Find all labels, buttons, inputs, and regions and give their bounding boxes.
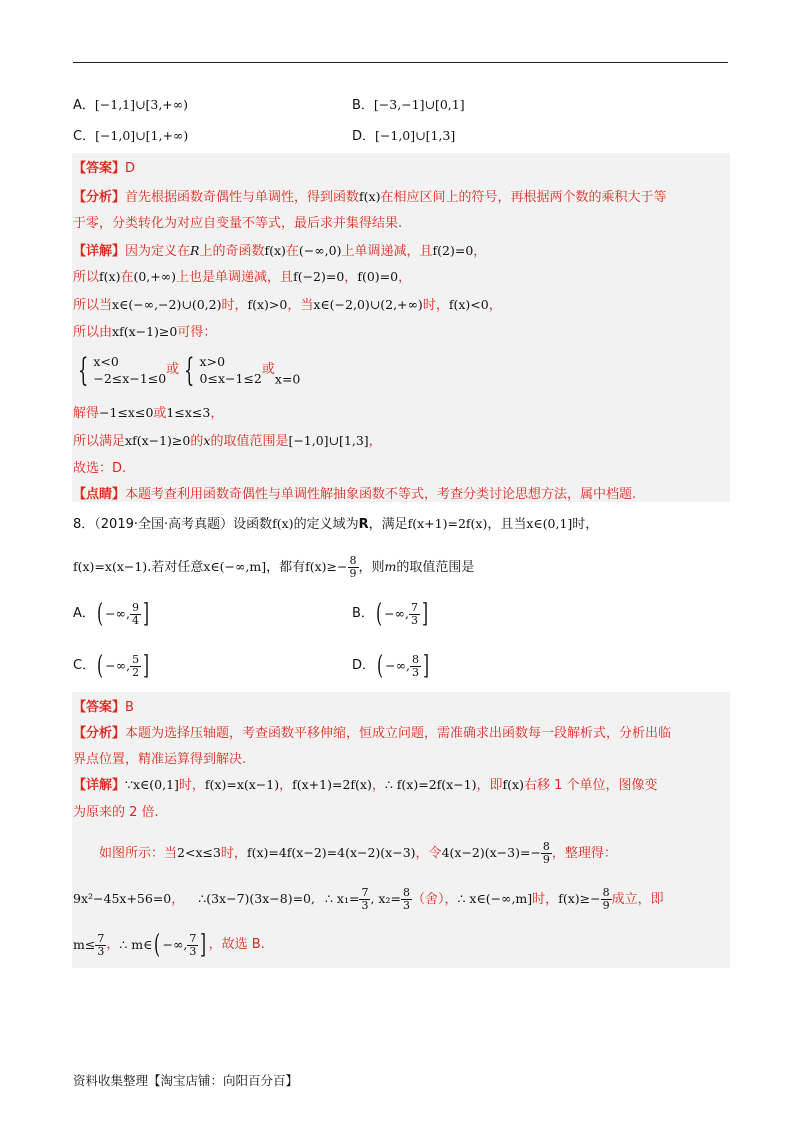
q8-stem-line2: f(x)=x(x−1).若对任意x∈(−∞,m]，都有f(x)≥− $\frac{8}{9}$ ，则m的取值范围是 [73,554,475,580]
q8-option-b: B．( −∞, $\frac{7}{3}$ ] [352,599,429,629]
q7-detail-line2: 所以f(x)在(0,+∞)上也是单调递减，且f(−2)=0，f(0)=0， [73,269,412,285]
fraction: $\frac{8}{3}$ [412,652,420,679]
q7-system-inequalities: { x<0 −2≤x−1≤0 或 { x>0 0≤x−1≤2 或x=0 [78,351,301,389]
page-footer: 资料收集整理【淘宝店铺：向阳百分百】 [73,1073,299,1088]
left-brace-icon: { [184,351,195,389]
q8-detail-line1: 【详解】∵x∈(0,1]时，f(x)=x(x−1)，f(x+1)=2f(x)，∴ f(x)=2f(x−1)，即f(x)右移 1 个单位，图像变 [73,777,658,793]
left-brace-icon: { [78,351,89,389]
q7-detail-line8: 故选：D. [73,461,127,476]
q7-detail-line4: 所以由xf(x−1)≥0可得： [73,324,217,340]
q8-analysis-line1: 【分析】本题为选择压轴题，考查函数平移伸缩，恒成立问题，需准确求出函数每一段解析式，分析出临 [73,726,672,741]
q7-analysis-line2: 于零，分类转化为对应自变量不等式，最后求并集得结果. [73,216,403,231]
fraction: $\frac{8}{9}$ [349,554,357,580]
fraction: $\frac{5}{2}$ [132,652,140,679]
q8-analysis-line2: 界点位置，精准运算得到解决. [73,752,247,767]
fraction: $\frac{7}{3}$ [361,886,369,912]
q7-analysis-line1: 【分析】首先根据函数奇偶性与单调性，得到函数f(x)在相应区间上的符号，再根据两个数的乘积大于等 [73,189,667,205]
q8-answer: 【答案】B [73,700,134,715]
q7-answer: 【答案】D [73,161,136,176]
fraction: $\frac{8}{3}$ [402,886,410,912]
fraction: $\frac{7}{3}$ [189,931,197,958]
q8-stem-line1: 8．（2019·全国·高考真题）设函数f(x)的定义域为R，满足f(x+1)=2f(x)，且当x∈(0,1]时， [73,516,599,532]
fraction: $\frac{7}{3}$ [97,931,105,958]
fraction: $\frac{9}{4}$ [131,600,139,627]
q8-option-a: A．( −∞, $\frac{9}{4}$ ] [73,599,150,629]
q7-detail-line3: 所以当x∈(−∞,−2)∪(0,2)时，f(x)>0，当x∈(−2,0)∪(2,+∞)时，f(x)<0， [73,297,502,313]
fraction: $\frac{7}{3}$ [410,600,418,627]
q7-option-b: B．[−3,−1]∪[0,1] [352,97,465,113]
q7-detail-line1: 【详解】因为定义在R上的奇函数f(x)在(−∞,0)上单调递减，且f(2)=0， [73,243,487,259]
fraction: $\frac{8}{9}$ [602,886,610,912]
fraction: $\frac{8}{9}$ [542,840,550,866]
q7-comment: 【点睛】本题考查利用函数奇偶性与单调性解抽象函数不等式，考查分类讨论思想方法，属中档题. [73,487,637,502]
q7-detail-line6: 解得−1≤x≤0或1≤x≤3， [73,405,224,421]
q8-option-d: D．( −∞, $\frac{8}{3}$ ] [352,651,430,681]
q8-detail-line2: 为原来的 2 倍. [73,805,159,820]
q8-detail-line4: 9x²−45x+56=0， ∴(3x−7)(3x−8)=0, ∴ x₁= $\frac{7}{3}$ , x₂= $\frac{8}{3}$ （舍），∴ x∈(−∞,m]时，f(x)≥− $\frac{8}{9}$ 成立，即 [73,886,664,912]
q7-option-a: A．[−1,1]∪[3,+∞) [73,97,189,113]
q7-detail-line7: 所以满足xf(x−1)≥0的x的取值范围是[−1,0]∪[1,3]， [73,433,382,449]
header-rule [73,62,728,63]
q8-detail-line5: m≤ $\frac{7}{3}$ ，∴ m∈( −∞, $\frac{7}{3}$ ] ，故选 B. [73,930,265,960]
q8-option-c: C．( −∞, $\frac{5}{2}$ ] [73,651,150,681]
q7-option-c: C．[−1,0]∪[1,+∞) [73,128,189,144]
q8-detail-line3: 如图所示：当2<x≤3时，f(x)=4f(x−2)=4(x−2)(x−3)，令4(x−2)(x−3)=− $\frac{8}{9}$ ，整理得： [99,840,617,866]
q7-option-d: D．[−1,0]∪[1,3] [352,128,456,144]
